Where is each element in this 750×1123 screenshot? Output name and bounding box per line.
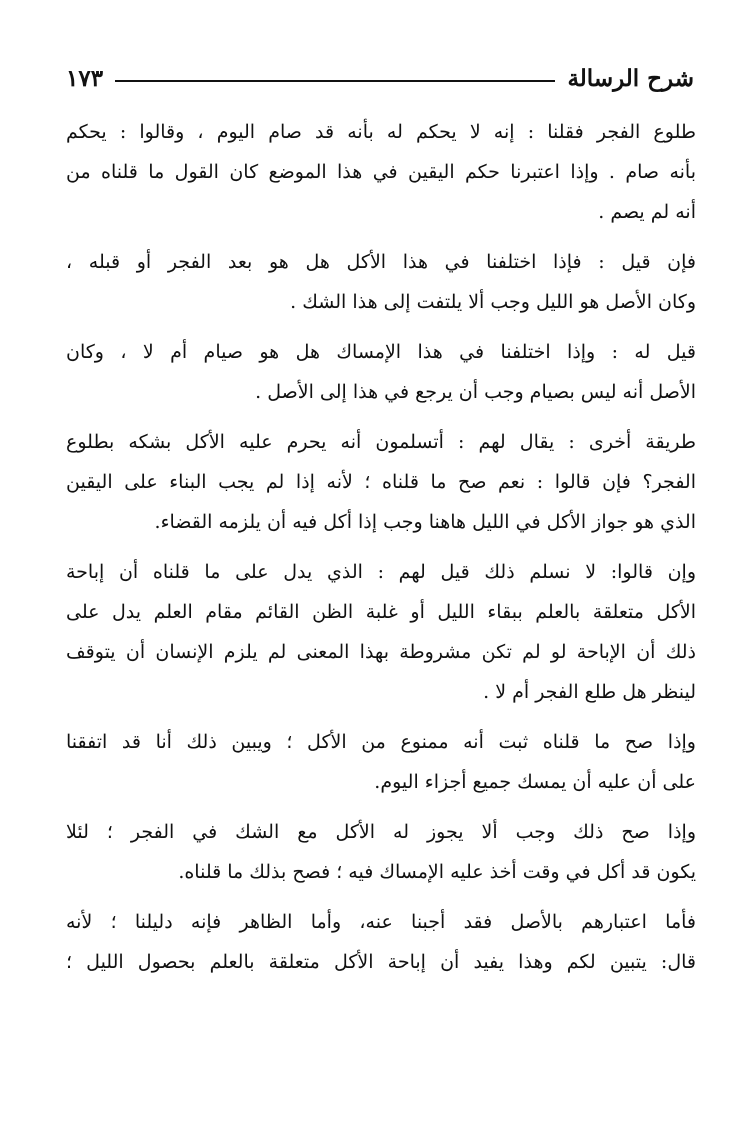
text-line: وكان الأصل هو الليل وجب ألا يلتفت إلى هذا الشك .	[290, 291, 696, 313]
paragraph	[66, 812, 696, 892]
text-line: يكون قد أكل في وقت أخذ عليه الإمساك فيه ؛ فصح بذلك ما قلناه.	[178, 861, 696, 883]
text-line: فإن قيل : فإذا اختلفنا في هذا الأكل هل هو بعد الفجر أو قبله ،	[66, 251, 696, 273]
text-line: الذي هو جواز الأكل في الليل هاهنا وجب إذا أكل فيه أن يلزمه القضاء.	[154, 511, 696, 533]
text-line: قال: يتبين لكم وهذا يفيد أن إباحة الأكل متعلقة بالعلم بحصول الليل ؛	[66, 951, 696, 973]
page-header	[66, 58, 694, 98]
text-line: فأما اعتبارهم بالأصل فقد أجبنا عنه، وأما الظاهر فإنه دليلنا ؛ لأنه	[66, 911, 696, 933]
text-line: الفجر؟ فإن قالوا : نعم صح ما قلناه ؛ لأنه إذا لم يجب البناء على اليقين	[66, 471, 696, 493]
text-line: وإن قالوا: لا نسلم ذلك قيل لهم : الذي يدل على ما قلناه أن إباحة	[66, 561, 696, 583]
body-text	[66, 112, 696, 992]
text-line: الأكل متعلقة بالعلم ببقاء الليل أو غلبة الظن القائم مقام العلم يدل على	[66, 601, 696, 623]
text-line: وإذا صح ذلك وجب ألا يجوز له الأكل مع الشك في الفجر ؛ لئلا	[66, 821, 696, 843]
text-line: أنه لم يصم .	[598, 201, 696, 223]
paragraph	[66, 332, 696, 412]
paragraph	[66, 722, 696, 802]
text-line: قيل له : وإذا اختلفنا في هذا الإمساك هل هو صيام أم لا ، وكان	[66, 341, 696, 363]
paragraph	[66, 112, 696, 232]
text-line: ذلك أن الإباحة لو لم تكن مشروطة بهذا المعنى لم يلزم الإنسان أن يتوقف	[66, 641, 696, 663]
text-line: الأصل أنه ليس بصيام وجب أن يرجع في هذا إلى الأصل .	[255, 381, 696, 403]
text-line: لينظر هل طلع الفجر أم لا .	[483, 681, 696, 703]
text-line: على أن عليه أن يمسك جميع أجزاء اليوم.	[374, 771, 696, 793]
paragraph	[66, 422, 696, 542]
paragraph	[66, 902, 696, 982]
header-rule	[115, 80, 555, 82]
running-title: شرح الرسالة	[567, 64, 694, 92]
text-line: وإذا صح ما قلناه ثبت أنه ممنوع من الأكل ؛ ويبين ذلك أنا قد اتفقنا	[66, 731, 696, 753]
paragraph	[66, 552, 696, 712]
paragraph	[66, 242, 696, 322]
text-line: طلوع الفجر فقلنا : إنه لا يحكم له بأنه قد صام اليوم ، وقالوا : يحكم	[66, 121, 696, 143]
text-line: بأنه صام . وإذا اعتبرنا حكم اليقين في هذا الموضع كان القول ما قلناه من	[66, 161, 696, 183]
page-number: ١٧٣	[66, 64, 104, 92]
text-line: طريقة أخرى : يقال لهم : أتسلمون أنه يحرم عليه الأكل بشكه بطلوع	[66, 431, 696, 453]
